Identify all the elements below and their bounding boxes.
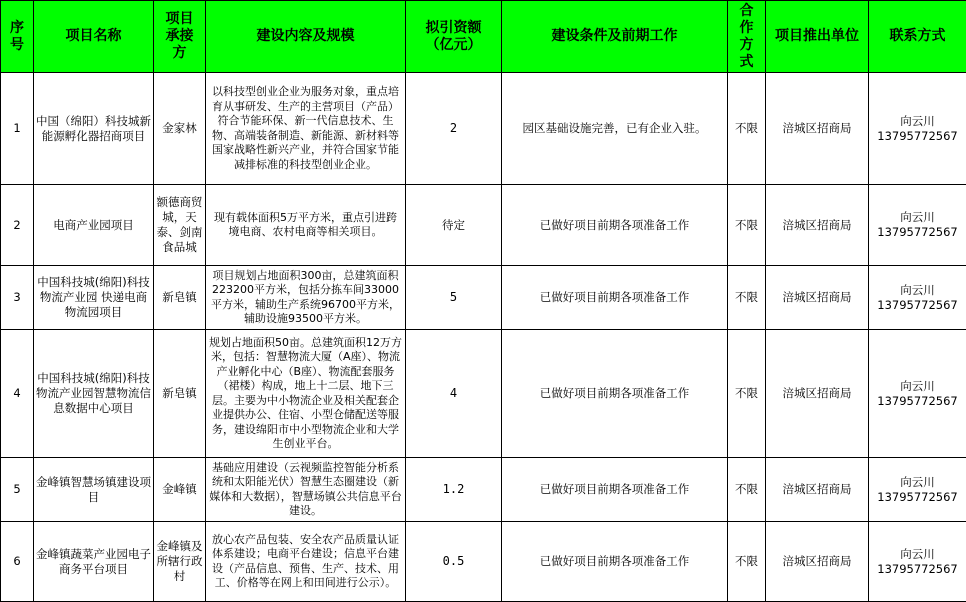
cell-investment: 1.2 [406, 458, 502, 522]
cell-owner: 金峰镇及所辖行政村 [154, 522, 206, 602]
cell-contact [869, 330, 966, 458]
cell-seq: 1 [1, 73, 34, 185]
cell-cooperation: 不限 [728, 458, 766, 522]
cell-scale: 现有载体面积5万平方米，重点引进跨境电商、农村电商等相关项目。 [206, 185, 406, 266]
cell-project-name: 金峰镇智慧场镇建设项目 [34, 458, 154, 522]
cell-contact [869, 185, 966, 266]
cell-contact [869, 522, 966, 602]
cell-seq: 3 [1, 266, 34, 330]
header-name: 项目名称 [34, 1, 154, 73]
cell-seq: 4 [1, 330, 34, 458]
contact-name: 向云川 [900, 113, 935, 128]
contact-phone: 13795772567 [877, 561, 958, 576]
cell-investment: 4 [406, 330, 502, 458]
cell-project-name: 中国（绵阳）科技城新能源孵化器招商项目 [34, 73, 154, 185]
contact-name: 向云川 [900, 546, 935, 561]
cell-cooperation: 不限 [728, 73, 766, 185]
cell-promoter: 涪城区招商局 [766, 522, 869, 602]
cell-investment: 5 [406, 266, 502, 330]
header-row [1, 1, 966, 73]
table-row [1, 522, 966, 602]
cell-seq: 6 [1, 522, 34, 602]
header-investment: 拟引资额（亿元） [406, 1, 502, 73]
cell-scale: 项目规划占地面积300亩，总建筑面积223200平方米，包括分拣车间33000平方米，辅助生产系统96700平方米，辅助设施93500平方米。 [206, 266, 406, 330]
cell-promoter: 涪城区招商局 [766, 458, 869, 522]
cell-project-name: 中国科技城(绵阳)科技物流产业园智慧物流信息数据中心项目 [34, 330, 154, 458]
cell-owner: 新皂镇 [154, 330, 206, 458]
header-seq: 序号 [1, 1, 34, 73]
cell-owner: 金家林 [154, 73, 206, 185]
cell-investment: 2 [406, 73, 502, 185]
cell-promoter: 涪城区招商局 [766, 185, 869, 266]
cell-seq: 5 [1, 458, 34, 522]
table-row [1, 73, 966, 185]
cell-cooperation: 不限 [728, 266, 766, 330]
header-conditions: 建设条件及前期工作 [502, 1, 728, 73]
cell-scale: 以科技型创业企业为服务对象，重点培育从事研发、生产的主营项目（产品）符合节能环保、新一代信息技术、生物、高端装备制造、新能源、新材料等国家战略性新兴产业，并符合国家节能减排标准的科技型创业企业。 [206, 73, 406, 185]
contact-name: 向云川 [900, 378, 935, 393]
contact-phone: 13795772567 [877, 393, 958, 408]
cell-cooperation: 不限 [728, 522, 766, 602]
header-scale: 建设内容及规模 [206, 1, 406, 73]
cell-scale: 放心农产品包装、安全农产品质量认证体系建设；电商平台建设；信息平台建设（产品信息、预售、生产、技术、用工、价格等在网上和田间进行公示）。 [206, 522, 406, 602]
cell-owner: 额德商贸城，天泰、剑南食品城 [154, 185, 206, 266]
cell-promoter: 涪城区招商局 [766, 73, 869, 185]
table-row [1, 266, 966, 330]
cell-cooperation: 不限 [728, 330, 766, 458]
cell-project-name: 电商产业园项目 [34, 185, 154, 266]
contact-phone: 13795772567 [877, 297, 958, 312]
table-row [1, 185, 966, 266]
cell-owner: 金峰镇 [154, 458, 206, 522]
cell-owner: 新皂镇 [154, 266, 206, 330]
cell-conditions: 园区基础设施完善，已有企业入驻。 [502, 73, 728, 185]
cell-scale: 规划占地面积50亩。总建筑面积12万方米，包括：智慧物流大厦（A座）、物流产业孵化中心（B座）、物流配套服务（裙楼）构成，地上十二层、地下三层。主要为中小物流企业及相关配套企业提供办公、住宿、小型仓储配送等服务，建设绵阳市中小型物流企业和大学生创业平台。 [206, 330, 406, 458]
contact-phone: 13795772567 [877, 128, 958, 143]
table-row [1, 330, 966, 458]
cell-scale: 基础应用建设（云视频监控智能分析系统和太阳能光伏）智慧生态圈建设（新媒体和大数据），智慧场镇公共信息平台建设。 [206, 458, 406, 522]
cell-contact [869, 73, 966, 185]
cell-conditions: 已做好项目前期各项准备工作 [502, 458, 728, 522]
contact-phone: 13795772567 [877, 489, 958, 504]
cell-conditions: 已做好项目前期各项准备工作 [502, 266, 728, 330]
header-owner: 项目承接方 [154, 1, 206, 73]
header-promoter: 项目推出单位 [766, 1, 869, 73]
contact-name: 向云川 [900, 474, 935, 489]
cell-conditions: 已做好项目前期各项准备工作 [502, 185, 728, 266]
cell-promoter: 涪城区招商局 [766, 266, 869, 330]
cell-project-name: 金峰镇蔬菜产业园电子商务平台项目 [34, 522, 154, 602]
cell-conditions: 已做好项目前期各项准备工作 [502, 522, 728, 602]
contact-name: 向云川 [900, 210, 935, 224]
cell-project-name: 中国科技城(绵阳)科技物流产业园 快递电商物流园项目 [34, 266, 154, 330]
cell-investment: 0.5 [406, 522, 502, 602]
header-cooperation: 合作方式 [728, 1, 766, 73]
table-row [1, 458, 966, 522]
cell-investment: 待定 [406, 185, 502, 266]
cell-contact [869, 266, 966, 330]
header-contact: 联系方式 [869, 1, 966, 73]
contact-name: 向云川 [900, 282, 935, 297]
cell-contact [869, 458, 966, 522]
contact-phone: 13795772567 [877, 225, 958, 239]
cell-cooperation: 不限 [728, 185, 766, 266]
cell-promoter: 涪城区招商局 [766, 330, 869, 458]
cell-seq: 2 [1, 185, 34, 266]
cell-conditions: 已做好项目前期各项准备工作 [502, 330, 728, 458]
